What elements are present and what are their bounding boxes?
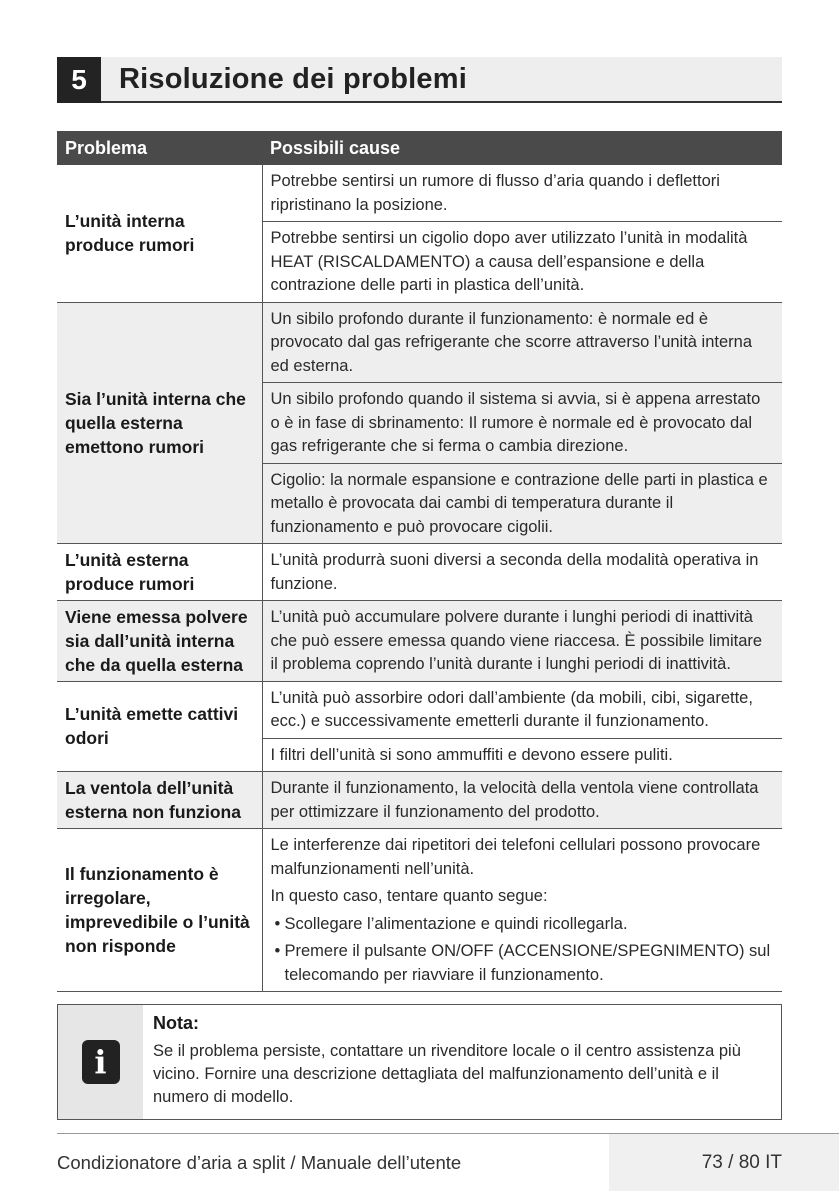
bullet-marker: •: [274, 942, 281, 960]
table-row: [57, 544, 782, 601]
cause-item: L’unità può assorbire odori dall’ambiente (da mobili, cibi, sigarette, ecc.) e successivamente emetterli durante il funzionamento.: [263, 682, 783, 739]
cause-item: Durante il funzionamento, la velocità della ventola viene controllata per ottimizzare il funzionamento del prodotto.: [270, 779, 759, 821]
problem-cell: L’unità esterna produce rumori: [57, 544, 262, 601]
bullet-item: [271, 913, 775, 937]
causes-cell: [262, 772, 782, 829]
bullet-marker: •: [274, 914, 281, 933]
problem-cell: La ventola dell’unità esterna non funziona: [57, 772, 262, 829]
causes-cell: [262, 829, 782, 992]
info-icon: i: [82, 1040, 120, 1084]
cause-item: Cigolio: la normale espansione e contrazione delle parti in plastica e metallo è provocata dai cambi di temperatura durante il funzionamento e può provocare cigolii.: [270, 470, 768, 536]
cause-lead: In questo caso, tentare quanto segue:: [270, 887, 548, 905]
cause-item: Un sibilo profondo quando il sistema si avvia, si è appena arrestato o è in fase di sbrinamento: Il rumore è normale ed è provocato dal gas refrigerante che si ferma o cambia direzione.: [263, 383, 783, 464]
bullet-text: Scollegare l’alimentazione e quindi ricollegarla.: [284, 914, 628, 933]
table-row: [57, 165, 782, 302]
page-title: Risoluzione dei problemi: [119, 62, 467, 95]
causes-cell: [262, 681, 782, 772]
cause-item: [263, 829, 783, 991]
cause-item: Potrebbe sentirsi un cigolio dopo aver utilizzato l’unità in modalità HEAT (RISCALDAMENTO) a causa dell’espansione e della contrazione delle parti in plastica dell’unità.: [270, 229, 748, 294]
cause-item: L’unità produrrà suoni diversi a seconda della modalità operativa in funzione.: [270, 551, 759, 593]
table-header-row: [57, 131, 782, 165]
chapter-title-box: [101, 57, 782, 103]
troubleshooting-table: [57, 131, 782, 992]
table-row: [57, 302, 782, 544]
note-box: [57, 1004, 782, 1120]
problem-cell: L’unità emette cattivi odori: [57, 681, 262, 772]
causes-cell: [262, 601, 782, 682]
bullet-text: Premere il pulsante ON/OFF (ACCENSIONE/SPEGNIMENTO) sul telecomando per riavviare il funzionamento.: [284, 942, 771, 984]
table-row: [57, 772, 782, 829]
table-row: [57, 681, 782, 772]
causes-cell: [262, 302, 782, 544]
causes-cell: [262, 165, 782, 302]
footer-page-number: 73 / 80 IT: [701, 1152, 782, 1173]
note-title: Nota:: [153, 1013, 199, 1033]
note-text: Se il problema persiste, contattare un rivenditore locale o il centro assistenza più vicino. Fornire una descrizione dettagliata del malfunzionamento dell’unità e il numero di modello.: [153, 1042, 741, 1106]
table-row: [57, 829, 782, 992]
note-body: [143, 1005, 781, 1119]
table-row: [57, 601, 782, 682]
chapter-number: 5: [57, 57, 101, 103]
cause-item: I filtri dell’unità si sono ammuffiti e devono essere puliti.: [270, 745, 673, 764]
cause-item: Potrebbe sentirsi un rumore di flusso d’aria quando i deflettori ripristinano la posizione.: [263, 165, 783, 222]
problem-cell: Viene emessa polvere sia dall’unità interna che da quella esterna: [57, 601, 262, 682]
chapter-header: [57, 57, 782, 103]
problem-cell: Il funzionamento è irregolare, imprevedibile o l’unità non risponde: [57, 829, 262, 992]
cause-item: L’unità può accumulare polvere durante i lunghi periodi di inattività che può essere emessa quando viene riaccesa. È possibile limitare il problema coprendo l’unità durante i lunghi periodi di inattività.: [270, 608, 763, 673]
cause-intro: Le interferenze dai ripetitori dei telefoni cellulari possono provocare malfunzionamenti nell’unità.: [270, 836, 761, 878]
cause-item: Un sibilo profondo durante il funzionamento: è normale ed è provocato dal gas refrigerante che scorre attraverso l’unità interna ed esterna.: [263, 303, 783, 384]
bullet-item: [271, 940, 775, 987]
problem-cell: Sia l’unità interna che quella esterna emettono rumori: [57, 302, 262, 544]
problem-cell: L’unità interna produce rumori: [57, 165, 262, 302]
note-icon-column: [58, 1005, 143, 1119]
column-header-problem: Problema: [57, 131, 262, 165]
column-header-causes: Possibili cause: [262, 131, 782, 165]
causes-cell: [262, 544, 782, 601]
footer-document-title: Condizionatore d’aria a split / Manuale dell’utente: [57, 1152, 462, 1173]
